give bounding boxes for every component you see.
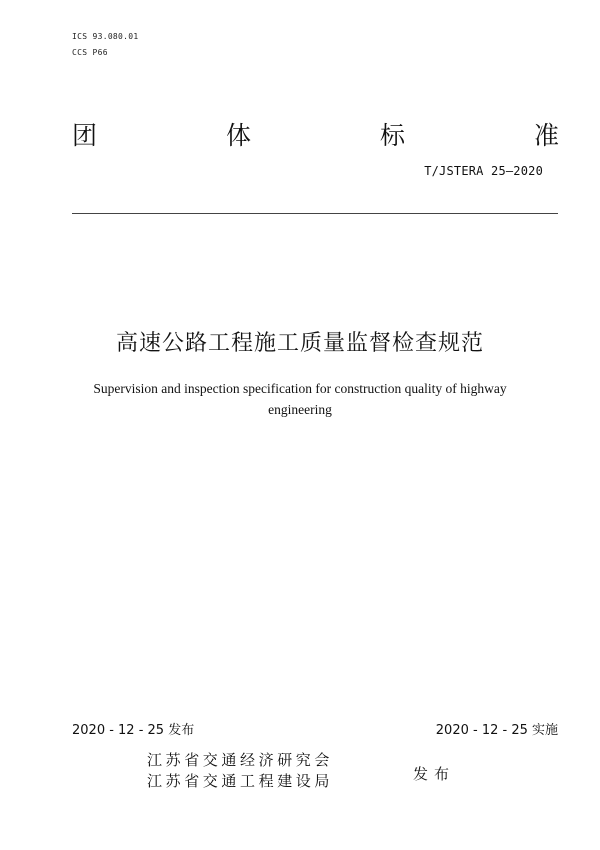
document-title-chinese: 高速公路工程施工质量监督检查规范 (115, 331, 484, 356)
issuer-organization-1: 江苏省交通经济研究会 (147, 751, 334, 769)
document-title-english (50, 378, 550, 420)
english-title-line-1: Supervision and inspection specification for construction quality of highway (93, 381, 507, 396)
implementation-date: 2020 - 12 - 25 实施 (435, 723, 558, 738)
standard-type-char-1: 团 (72, 121, 98, 150)
header-divider (72, 213, 558, 214)
standard-type-char-3: 标 (380, 121, 406, 150)
standard-type-char-2: 体 (226, 121, 252, 150)
standard-number: T/JSTERA 25—2020 (424, 164, 543, 178)
ics-code: ICS 93.080.01 (72, 32, 139, 41)
english-title-line-2: engineering (268, 402, 332, 417)
standard-type-char-4: 准 (534, 121, 560, 150)
release-date: 2020 - 12 - 25 发布 (72, 723, 195, 738)
issuer-organization-2: 江苏省交通工程建设局 (147, 772, 334, 790)
publish-label: 发布 (413, 765, 456, 783)
ccs-code: CCS P66 (72, 48, 108, 57)
